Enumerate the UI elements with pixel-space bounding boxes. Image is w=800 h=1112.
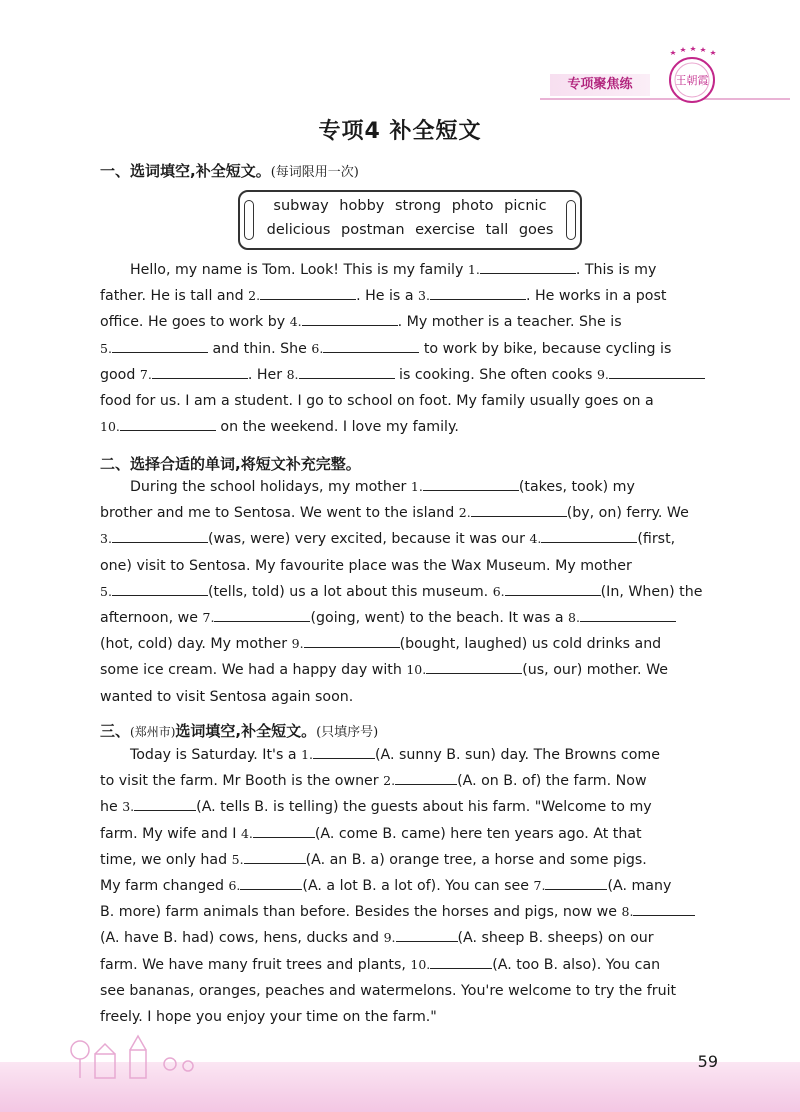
answer-blank[interactable] [302,311,398,326]
castle-decoration-icon [60,1020,210,1080]
blank-number: 4. [289,314,302,330]
section3-passage [100,742,720,1030]
passage-line [100,605,720,631]
passage-text: . He is a [356,288,419,305]
word-bank-row: subway hobby strong photo picnic [273,198,547,214]
passage-text: (hot, cold) day. My mother [100,636,292,653]
answer-blank[interactable] [580,607,676,622]
passage-text: During the school holidays, my mother [130,479,411,495]
answer-blank[interactable] [214,607,310,622]
passage-line [100,283,720,309]
blank-number: 10. [100,419,120,435]
passage-text: (A. a lot B. a lot of). You can see [302,878,534,895]
passage-text: (A. many [607,878,672,895]
passage-text: (In, When) the [600,583,703,600]
passage-text: (us, our) mother. We [522,662,668,679]
passage-line [100,742,720,768]
passage-text: . This is my [575,262,657,278]
answer-blank[interactable] [313,744,375,759]
section1-passage [100,257,720,440]
answer-blank[interactable] [480,259,576,274]
passage-line [100,873,720,899]
blank-number: 10. [410,956,431,972]
blank-number: 4. [529,531,542,547]
passage-line [100,631,720,657]
answer-blank[interactable] [134,796,196,811]
answer-blank[interactable] [112,581,208,596]
passage-line [100,925,720,951]
section1-title: 一、选词填空,补全短文。(每词限用一次) [100,162,359,180]
passage-text: is cooking. She often cooks [394,366,597,383]
passage-text: father. He is tall and [100,288,249,305]
answer-blank[interactable] [396,927,458,942]
passage-line [100,978,720,1004]
passage-text: afternoon, we [100,610,203,627]
passage-text: (A. sunny B. sun) day. The Browns come [375,747,660,763]
blank-number: 5. [100,583,112,599]
passage-text: (bought, laughed) us cold drinks and [399,636,662,653]
passage-text: time, we only had [100,851,232,868]
blank-number: 6. [311,340,324,356]
blank-number: 5. [100,340,112,356]
blank-number: 3. [122,799,135,815]
passage-text: Hello, my name is Tom. Look! This is my family [130,262,468,278]
blank-number: 2. [248,288,261,304]
blank-number: 9. [596,366,609,382]
answer-blank[interactable] [609,364,705,379]
passage-text: (was, were) very excited, because it was our [207,531,530,548]
passage-line [100,794,720,820]
answer-blank[interactable] [430,285,526,300]
passage-line [100,257,720,283]
section2-passage [100,474,720,710]
passage-text: to work by bike, because cycling is [419,340,672,357]
blank-number: 4. [240,825,253,841]
passage-text: and thin. She [207,340,312,357]
answer-blank[interactable] [423,476,519,491]
page-title: 专项4 补全短文 [318,119,482,144]
passage-text: to visit the farm. Mr Booth is the owner [100,773,384,790]
passage-line [100,899,720,925]
passage-line [100,847,720,873]
passage-text: (A. tells B. is telling) the guests about his farm. "Welcome to my [196,799,652,816]
section2-title: 二、选择合适的单词,将短文补充完整。 [100,455,361,473]
passage-text: (by, on) ferry. We [566,505,689,522]
passage-text: . My mother is a teacher. She is [397,314,622,331]
passage-text: Today is Saturday. It's a [130,747,302,763]
answer-blank[interactable] [240,875,302,890]
section3-title: 三、(郑州市)选词填空,补全短文。(只填序号) [100,722,379,740]
passage-line [100,500,720,526]
blank-number: 3. [100,531,112,547]
svg-text:王朝霞: 王朝霞 [675,74,709,87]
answer-blank[interactable] [260,285,356,300]
passage-text: (A. have B. had) cows, hens, ducks and [100,930,384,947]
answer-blank[interactable] [152,364,248,379]
blank-number: 7. [202,610,215,626]
passage-line [100,821,720,847]
passage-text: wanted to visit Sentosa again soon. [100,688,354,705]
answer-blank[interactable] [633,901,695,916]
word-bank-row: delicious postman exercise tall goes [266,222,554,238]
blank-number: 2. [458,505,471,521]
passage-text: he [100,799,123,816]
blank-number: 2. [383,773,396,789]
passage-text: see bananas, oranges, peaches and watermelons. You're welcome to try the fruit [100,982,677,999]
blank-number: 1. [410,479,423,494]
passage-line [100,362,720,388]
passage-text: one) visit to Sentosa. My favourite place was the Wax Museum. My mother [100,557,632,574]
blank-number: 9. [291,636,304,652]
answer-blank[interactable] [299,364,395,379]
passage-text: farm. We have many fruit trees and plants, [100,956,411,973]
blank-number: 5. [231,851,244,867]
answer-blank[interactable] [253,823,315,838]
passage-text: . Her [247,366,287,383]
answer-blank[interactable] [395,770,457,785]
passage-line [100,768,720,794]
answer-blank[interactable] [505,581,601,596]
passage-text: on the weekend. I love my family. [215,419,459,436]
passage-text: (takes, took) my [518,479,635,495]
blank-number: 3. [418,288,430,304]
passage-text: brother and me to Sentosa. We went to the island [100,505,459,522]
passage-line [100,579,720,605]
blank-number: 7. [139,366,152,382]
blank-number: 1. [301,747,314,762]
blank-number: 8. [286,366,299,382]
answer-blank[interactable] [426,659,522,674]
blank-number: 6. [492,583,505,599]
answer-blank[interactable] [323,338,419,353]
passage-text: (A. an B. a) orange tree, a horse and some pigs. [305,851,647,868]
passage-line [100,684,720,710]
answer-blank[interactable] [304,633,400,648]
passage-text: office. He goes to work by [100,314,290,331]
passage-text: good [100,366,140,383]
answer-blank[interactable] [541,528,637,543]
blank-number: 9. [383,930,396,946]
passage-text: freely. I hope you enjoy your time on the farm." [100,1009,437,1026]
blank-number: 1. [467,262,480,277]
passage-line [100,388,720,414]
word-bank [238,190,582,250]
passage-text: (A. come B. came) here ten years ago. At that [314,825,642,842]
passage-line [100,309,720,335]
passage-text: (A. on B. of) the farm. Now [457,773,647,790]
passage-line [100,414,720,440]
passage-text: . He works in a post [525,288,667,305]
passage-text: food for us. I am a student. I go to school on foot. My family usually goes on a [100,393,654,410]
blank-number: 8. [568,610,580,626]
answer-blank[interactable] [120,416,216,431]
passage-text: (tells, told) us a lot about this museum. [207,583,493,600]
crown-badge-icon [656,44,726,108]
passage-text: (A. too B. also). You can [492,956,661,973]
passage-text: (going, went) to the beach. It was a [310,610,569,627]
passage-text: My farm changed [100,878,229,895]
page-number: 59 [697,1052,718,1071]
section-tag: 专项聚焦练 [550,74,650,96]
blank-number: 10. [406,662,427,678]
blank-number: 8. [621,904,634,920]
answer-blank[interactable] [471,502,567,517]
passage-line [100,526,720,552]
answer-blank[interactable] [112,338,208,353]
answer-blank[interactable] [430,954,492,969]
passage-line [100,474,720,500]
answer-blank[interactable] [244,849,306,864]
passage-line [100,657,720,683]
passage-text: (first, [637,531,676,548]
passage-text: farm. My wife and I [100,825,241,842]
blank-number: 7. [533,878,546,894]
passage-line [100,952,720,978]
passage-text: (A. sheep B. sheeps) on our [457,930,654,947]
passage-text: some ice cream. We had a happy day with [100,662,407,679]
answer-blank[interactable] [112,528,208,543]
answer-blank[interactable] [545,875,607,890]
passage-line [100,553,720,579]
passage-line [100,336,720,362]
blank-number: 6. [228,878,241,894]
passage-text: B. more) farm animals than before. Besides the horses and pigs, now we [100,904,622,921]
